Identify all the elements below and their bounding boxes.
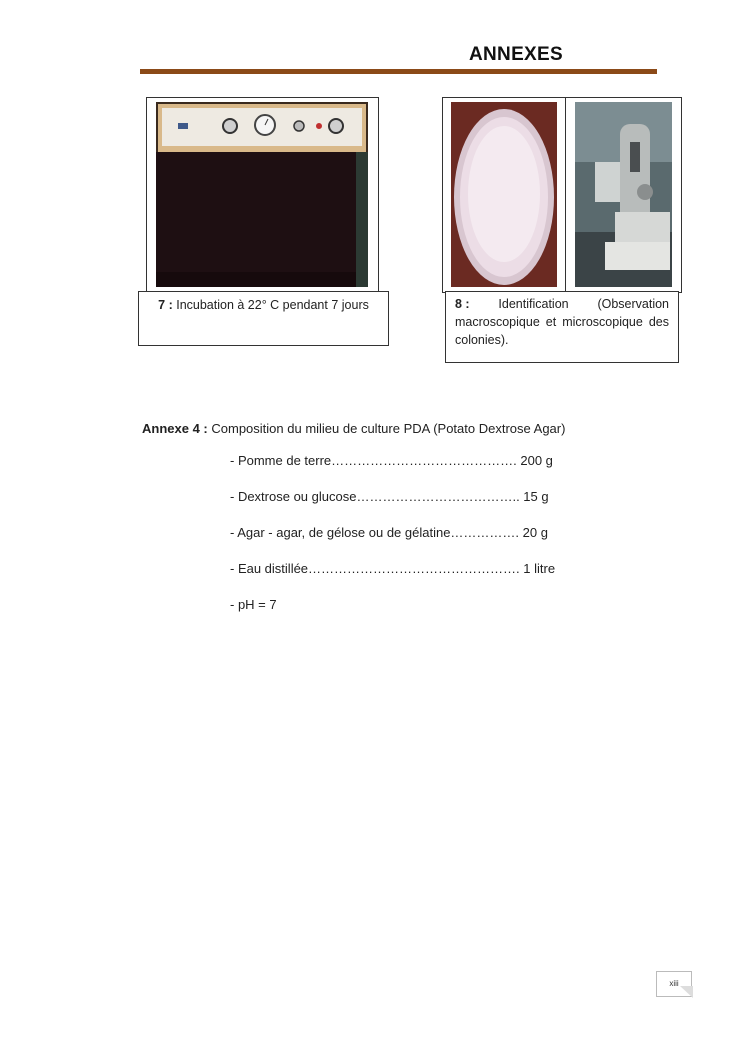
ingredient-item: - Pomme de terre……………………………………. 200 g [230, 453, 553, 468]
incubator-photo [156, 102, 368, 287]
figure-7-number: 7 : [158, 298, 173, 312]
figure-8-frame-left [442, 97, 566, 293]
annex-4-label: Annexe 4 : [142, 421, 208, 436]
petri-dish-photo [451, 102, 557, 287]
ingredient-item: - pH = 7 [230, 597, 277, 612]
figure-8-caption [445, 291, 679, 363]
microscope-photo [575, 102, 672, 287]
figure-8-word2: (Observation [597, 297, 669, 311]
figure-8-frame-right [565, 97, 682, 293]
figure-7-frame [146, 97, 379, 293]
page-number: xiii [656, 971, 692, 997]
annex-4-title: Composition du milieu de culture PDA (Potato Dextrose Agar) [211, 421, 566, 436]
page-title: ANNEXES [469, 44, 563, 65]
figure-8-number: 8 : [455, 297, 470, 311]
header-divider [140, 69, 657, 74]
ingredient-item: - Dextrose ou glucose……………………………….. 15 g [230, 489, 549, 504]
ingredient-item: - Agar - agar, de gélose ou de gélatine……………. 20 g [230, 525, 548, 540]
figure-7-caption [138, 291, 389, 346]
figure-8-text: macroscopique et microscopique des colonies). [455, 315, 669, 347]
figure-8-word1: Identification [498, 297, 569, 311]
ingredient-item: - Eau distillée…………………………………………. 1 litre [230, 561, 556, 576]
page-corner-fold [680, 986, 693, 998]
figure-7-text: Incubation à 22° C pendant 7 jours [176, 298, 369, 312]
annex-4-heading [142, 421, 565, 436]
